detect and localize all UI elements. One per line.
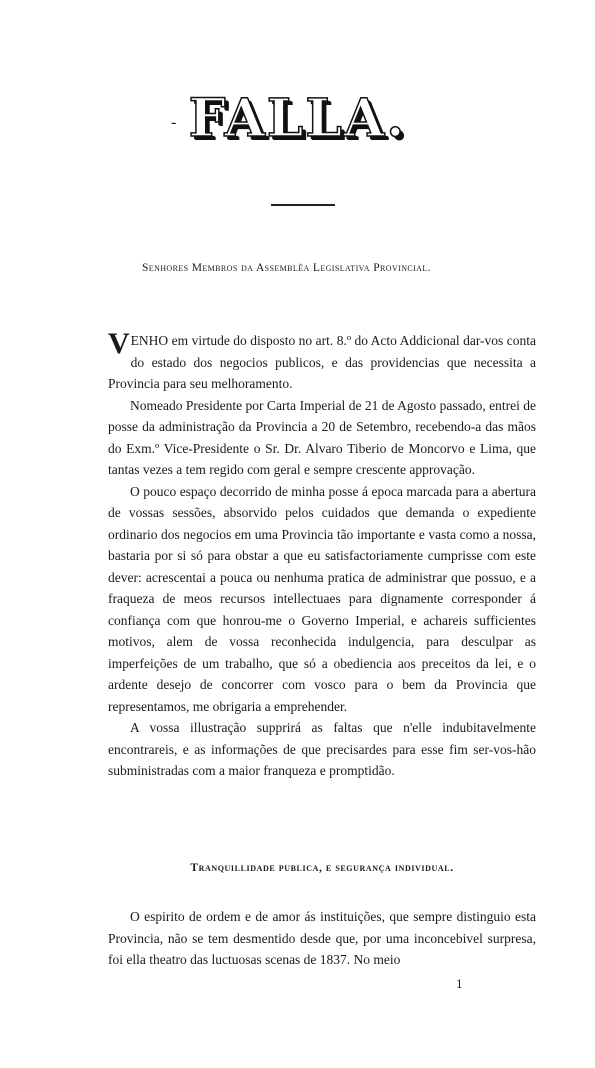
title-row (0, 88, 595, 149)
intro-text (108, 327, 536, 782)
paragraph-apology: O pouco espaço decorrido de minha posse á epoca marcada para a abertura de vossas sessões, absorvido pelos cuidados que demanda o expediente ordinario dos negocios em uma Provincia tão importante e vasta como a nossa, bastaria por si só para obstar a que eu satisfactoriamente cumprisse com este dever: acrescentai a pouca ou nenhuma pratica de administrar que possuo, e a fraqueza de meos recursos intellectuaes para dignamente corresponder á confiança com que honrou-me o Governo Imperial, e achareis sufficientes motivos, alem de vossa reconhecida indulgencia, para desculpar as imperfeições de um trabalho, que só a obediencia aos preceitos da lei, e o ardente desejo de concorrer com vosco para o bem da Provincia que representamos, me obrigaria a emprehender. (108, 483, 536, 714)
section-paragraph: O espirito de ordem e de amor ás instituições, que sempre distinguio esta Provincia, não se tem desmentido desde que, por uma inconcebivel surpresa, foi ella theatro das luctuosas scenas de 1837. No meio (108, 909, 536, 967)
drop-cap: V (108, 327, 130, 360)
page-title: FALLA. (188, 88, 407, 149)
page-number: 1 (456, 976, 463, 991)
intro-paragraph (108, 327, 536, 395)
title-rule (271, 204, 335, 206)
title-dash: - (171, 114, 177, 131)
paragraph-nomination: Nomeado Presidente por Carta Imperial de 21 de Agosto passado, entrei de posse da administração da Provincia a 20 de Setembro, recebendo-a das mãos do Exm.º Vice-Presidente o Sr. Dr. Alvaro Tiberio de Moncorvo e Lima, que tantas vezes a tem regido com geral e sempre crescente approvação. (108, 397, 536, 477)
address-line: Senhores Membros da Assemblêa Legislativa Provincial. (142, 262, 431, 274)
section-heading: Tranquillidade publica, e segurança individual. (190, 862, 454, 874)
section-text (108, 906, 536, 971)
paragraph-illustration: A vossa illustração supprirá as faltas que n'elle indubitavelmente encontrareis, e as informações de que precisardes para esse fim ser-vos-hão subministradas com a maior franqueza e promptidão. (108, 720, 536, 778)
intro-paragraph-text: ENHO em virtude do disposto no art. 8.º do Acto Addicional dar-vos conta do estado dos negocios publicos, e das providencias que necessita a Provincia para seu melhoramento. (108, 333, 536, 391)
